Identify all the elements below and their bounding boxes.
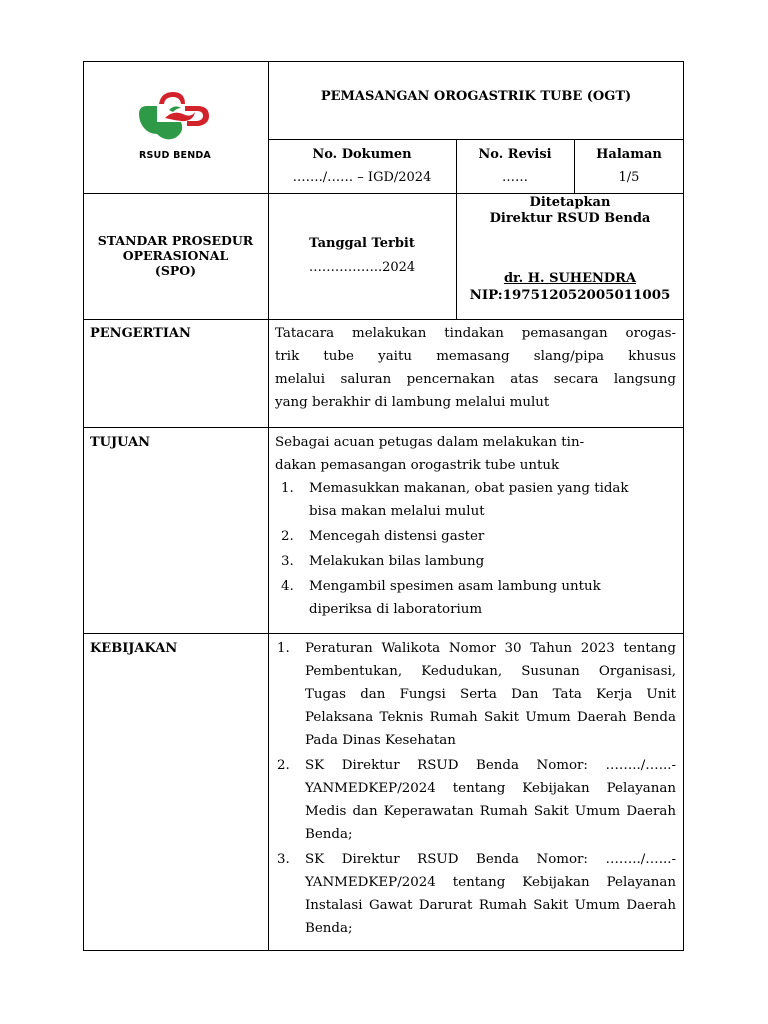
- list-item: 1. Peraturan Walikota Nomor 30 Tahun 2023 tentang Pembentukan, Kedudukan, Susunan Organisasi, Tugas dan Fungsi Serta Dan Tata Kerja Unit Pelaksana Teknis Rumah Sakit Umum Daerah Benda Pada Dinas Kesehatan: [277, 641, 676, 748]
- spo-title: [83, 233, 268, 278]
- no-dokumen-value: ……./…… – IGD/2024: [292, 170, 432, 185]
- rsud-benda-logo-icon: [135, 88, 215, 144]
- tujuan-label: TUJUAN: [90, 435, 151, 450]
- no-revisi-label: No. Revisi: [478, 147, 552, 162]
- list-item: 2. SK Direktur RSUD Benda Nomor: ……../…...-YANMEDKEP/2024 tentang Kebijakan Pelayanan Medis dan Keperawatan Rumah Sakit Umum Daerah Benda;: [277, 758, 676, 842]
- document-title: PEMASANGAN OROGASTRIK TUBE (OGT): [320, 89, 632, 104]
- pengertian-line-1: Tatacara melakukan tindakan pemasangan orogas-: [275, 326, 676, 341]
- hospital-logo: [135, 88, 215, 162]
- signer-name: dr. H. SUHENDRA: [503, 271, 637, 286]
- tanggal-terbit-label: Tanggal Terbit: [309, 236, 415, 251]
- kebijakan-text: [271, 637, 676, 942]
- pengertian-line-4: yang berakhir di lambung melalui mulut: [275, 395, 550, 410]
- signer-block: [456, 271, 684, 303]
- tujuan-intro-line-2: dakan pemasangan orogastrik tube untuk: [275, 458, 560, 473]
- ditetapkan-line-1: Ditetapkan: [529, 195, 611, 210]
- list-item: 2. Mencegah distensi gaster: [281, 529, 485, 544]
- no-dokumen-label: No. Dokumen: [312, 147, 412, 162]
- halaman-label: Halaman: [596, 147, 662, 162]
- ditetapkan-line-2: Direktur RSUD Benda: [489, 211, 651, 226]
- pengertian-line-3: melalui saluran pencernakan atas secara langsung: [275, 372, 676, 387]
- halaman-value: 1/5: [618, 170, 640, 185]
- kebijakan-label: KEBIJAKAN: [90, 641, 178, 656]
- signer-nip: NIP:197512052005011005: [469, 287, 671, 303]
- pengertian-text: [275, 322, 676, 414]
- pengertian-label: PENGERTIAN: [90, 326, 191, 341]
- spo-line-3: (SPO): [154, 263, 197, 278]
- spo-line-1: STANDAR PROSEDUR: [97, 233, 254, 248]
- tujuan-intro-line-1: Sebagai acuan petugas dalam melakukan tin-: [275, 435, 585, 450]
- list-item: 4. Mengambil spesimen asam lambung untuk diperiksa di laboratorium: [281, 579, 601, 617]
- logo-text: RSUD BENDA: [139, 150, 211, 161]
- pengertian-line-2: trik tube yaitu memasang slang/pipa khusus: [275, 349, 676, 364]
- list-item: 1. Memasukkan makanan, obat pasien yang tidak bisa makan melalui mulut: [281, 481, 629, 519]
- spo-line-2: OPERASIONAL: [122, 248, 229, 263]
- kebijakan-list: [271, 637, 676, 940]
- tujuan-list: [275, 477, 676, 621]
- list-item: 3. Melakukan bilas lambung: [281, 554, 485, 569]
- tujuan-text: [275, 431, 676, 623]
- tanggal-terbit-value: ……………..2024: [308, 260, 416, 275]
- no-revisi-value: ……: [502, 170, 528, 185]
- ditetapkan-block: [456, 195, 684, 227]
- list-item: 3. SK Direktur RSUD Benda Nomor: ……../…...-YANMEDKEP/2024 tentang Kebijakan Pelayanan Instalasi Gawat Darurat Rumah Sakit Umum Daerah Benda;: [277, 852, 676, 936]
